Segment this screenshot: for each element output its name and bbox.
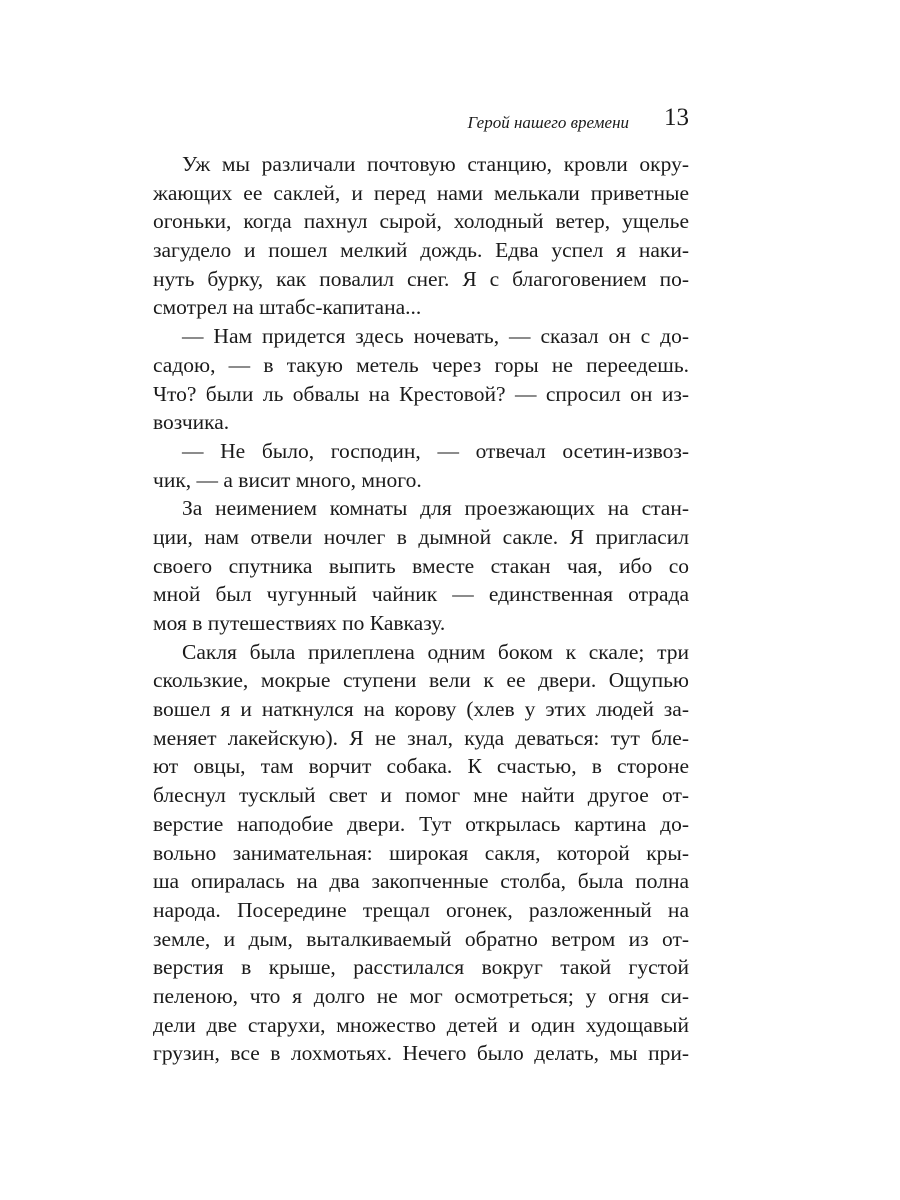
page-number: 13 [664,104,689,131]
text-line: моя в путешествиях по Кавказу. [153,611,446,635]
text-line: возчика. [153,410,230,435]
text-line: вошел я и наткнулся на корову (хлев у этих людей за- [153,697,689,722]
text-line: блеснул тусклый свет и помог мне найти другое от- [153,783,689,808]
text-line: грузин, все в лохмотьях. Нечего было делать, мы при- [153,1041,689,1066]
text-line: вольно занимательная: широкая сакля, которой кры- [153,840,689,865]
text-line: — Не было, господин, — отвечал осетин-извоз- [182,438,689,463]
text-line: своего спутника выпить вместе стакан чая, ибо со [153,553,689,578]
text-line: дели две старухи, множество детей и один худощавый [153,1012,689,1037]
text-line: За неимением комнаты для проезжающих на стан- [182,496,689,521]
text-line: нуть бурку, как повалил снег. Я с благоговением по- [153,266,689,291]
text-line: земле, и дым, выталкиваемый обратно ветром из от- [153,926,689,951]
text-line: смотрел на штабс-капитана... [153,295,422,320]
text-line: пеленою, что я долго не мог осмотреться; у огня си- [153,983,689,1008]
text-line: огоньки, когда пахнул сырой, холодный ветер, ущелье [153,209,689,234]
text-line: Сакля была прилеплена одним боком к скале; три [182,639,689,664]
text-line: верстие наподобие двери. Тут открылась картина до- [153,811,689,836]
running-title: Герой нашего времени [467,113,629,132]
text-line: скользкие, мокрые ступени вели к ее двери. Ощупью [153,668,689,693]
text-line: Что? были ль обвалы на Крестовой? — спросил он из- [153,381,689,406]
body-text [153,150,689,1068]
text-line: садою, — в такую метель через горы не переедешь. [153,352,689,377]
text-line: меняет лакейскую). Я не знал, куда деваться: тут бле- [153,725,689,750]
text-line: мной был чугунный чайник — единственная отрада [153,582,689,607]
text-line: ют овцы, там ворчит собака. К счастью, в стороне [153,754,689,779]
text-line: жающих ее саклей, и перед нами мелькали приветные [153,180,689,205]
text-line: — Нам придется здесь ночевать, — сказал он с до- [182,324,689,349]
text-line: ции, нам отвели ночлег в дымной сакле. Я пригласил [153,524,689,549]
text-line: верстия в крыше, расстилался вокруг такой густой [153,955,689,980]
text-line: ша опиралась на два закопченные столба, была полна [153,869,689,894]
text-line: чик, — а висит много, много. [153,467,422,492]
text-line: Уж мы различали почтовую станцию, кровли окру- [182,152,689,176]
text-line: загудело и пошел мелкий дождь. Едва успел я наки- [153,238,689,263]
running-head [153,104,689,136]
text-line: народа. Посередине трещал огонек, разложенный на [153,897,689,922]
